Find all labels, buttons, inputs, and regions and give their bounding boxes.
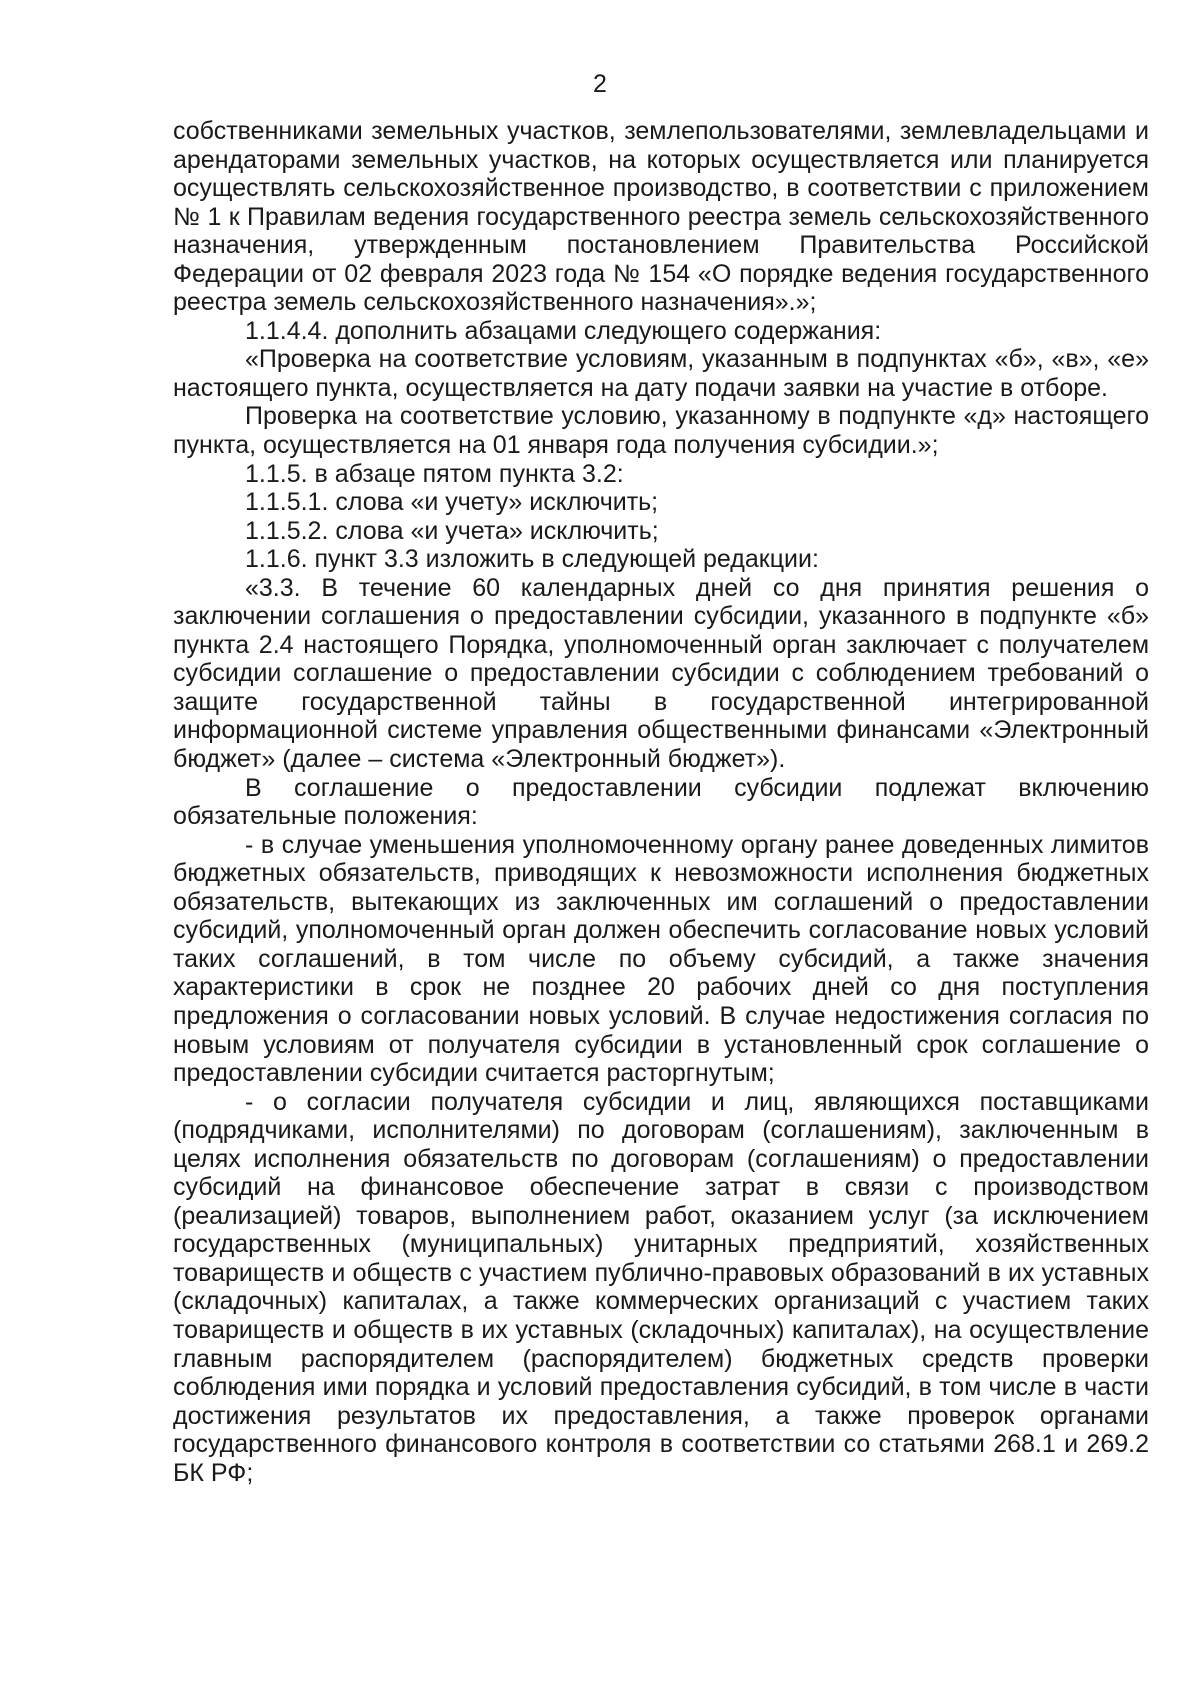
paragraph-continuation: собственниками земельных участков, землепользователями, землевладельцами и арендаторами земельных участков, на которых осуществляется или планируется осуществлять сельскохозяйственное производство, в соответствии с приложением № 1 к Правилам ведения государственного реестра земель сельскохозяйственного назначения, утвержденным постановлением Правительства Российской Федерации от 02 февраля 2023 года № 154 «О порядке ведения государственного реестра земель сельскохозяйственного назначения».»; [173,117,1149,317]
list-item-consent-inspection: - о согласии получателя субсидии и лиц, являющихся поставщиками (подрядчиками, исполнителями) по договорам (соглашениям), заключенным в целях исполнения обязательств по договорам (соглашениям) о предоставлении субсидий на финансовое обеспечение затрат в связи с производством (реализацией) товаров, выполнением работ, оказанием услуг (за исключением государственных (муниципальных) унитарных предприятий, хозяйственных товариществ и обществ с участием публично-правовых образований в их уставных (складочных) капиталах, а также коммерческих организаций с участием таких товариществ и обществ в их уставных (складочных) капиталах), на осуществление главным распорядителем (распорядителем) бюджетных средств проверки соблюдения ими порядка и условий предоставления субсидий, в том числе в части достижения результатов их предоставления, а также проверок органами государственного финансового контроля в соответствии со статьями 268.1 и 269.2 БК РФ; [173,1087,1149,1487]
paragraph-check-condition-d: Проверка на соответствие условию, указанному в подпункте «д» настоящего пункта, осуществляется на 01 января года получения субсидии.»; [173,402,1149,460]
paragraph-1-1-5-2: 1.1.5.2. слова «и учета» исключить; [245,516,659,545]
paragraph-agreement-provisions: В соглашение о предоставлении субсидии подлежат включению обязательные положения: [173,773,1149,831]
paragraph-1-1-5: 1.1.5. в абзаце пятом пункта 3.2: [245,459,624,488]
paragraph-1-1-6: 1.1.6. пункт 3.3 изложить в следующей редакции: [245,545,819,574]
paragraph-3-3: «3.3. В течение 60 календарных дней со дня принятия решения о заключении соглашения о предоставлении субсидии, указанного в подпункте «б» пункта 2.4 настоящего Порядка, уполномоченный орган заключает с получателем субсидии соглашение о предоставлении субсидии с соблюдением требований о защите государственной тайны в государственной интегрированной информационной системе управления общественными финансами «Электронный бюджет» (далее – система «Электронный бюджет»). [173,573,1149,774]
list-item-limit-reduction: - в случае уменьшения уполномоченному органу ранее доведенных лимитов бюджетных обязательств, приводящих к невозможности исполнения бюджетных обязательств, вытекающих из заключенных им соглашений о предоставлении субсидий, уполномоченный орган должен обеспечить согласование новых условий таких соглашений, в том числе по объему субсидий, а также значения характеристики в срок не позднее 20 рабочих дней со дня поступления предложения о согласовании новых условий. В случае недостижения согласия по новым условиям от получателя субсидии в установленный срок соглашение о предоставлении субсидии считается расторгнутым; [173,830,1149,1088]
document-body [173,117,1149,1487]
paragraph-1-1-4-4: 1.1.4.4. дополнить абзацами следующего содержания: [245,316,882,345]
paragraph-check-conditions: «Проверка на соответствие условиям, указанным в подпунктах «б», «в», «е» настоящего пункта, осуществляется на дату подачи заявки на участие в отборе. [173,345,1149,402]
page-number: 2 [593,70,607,98]
paragraph-1-1-5-1: 1.1.5.1. слова «и учету» исключить; [245,488,659,517]
